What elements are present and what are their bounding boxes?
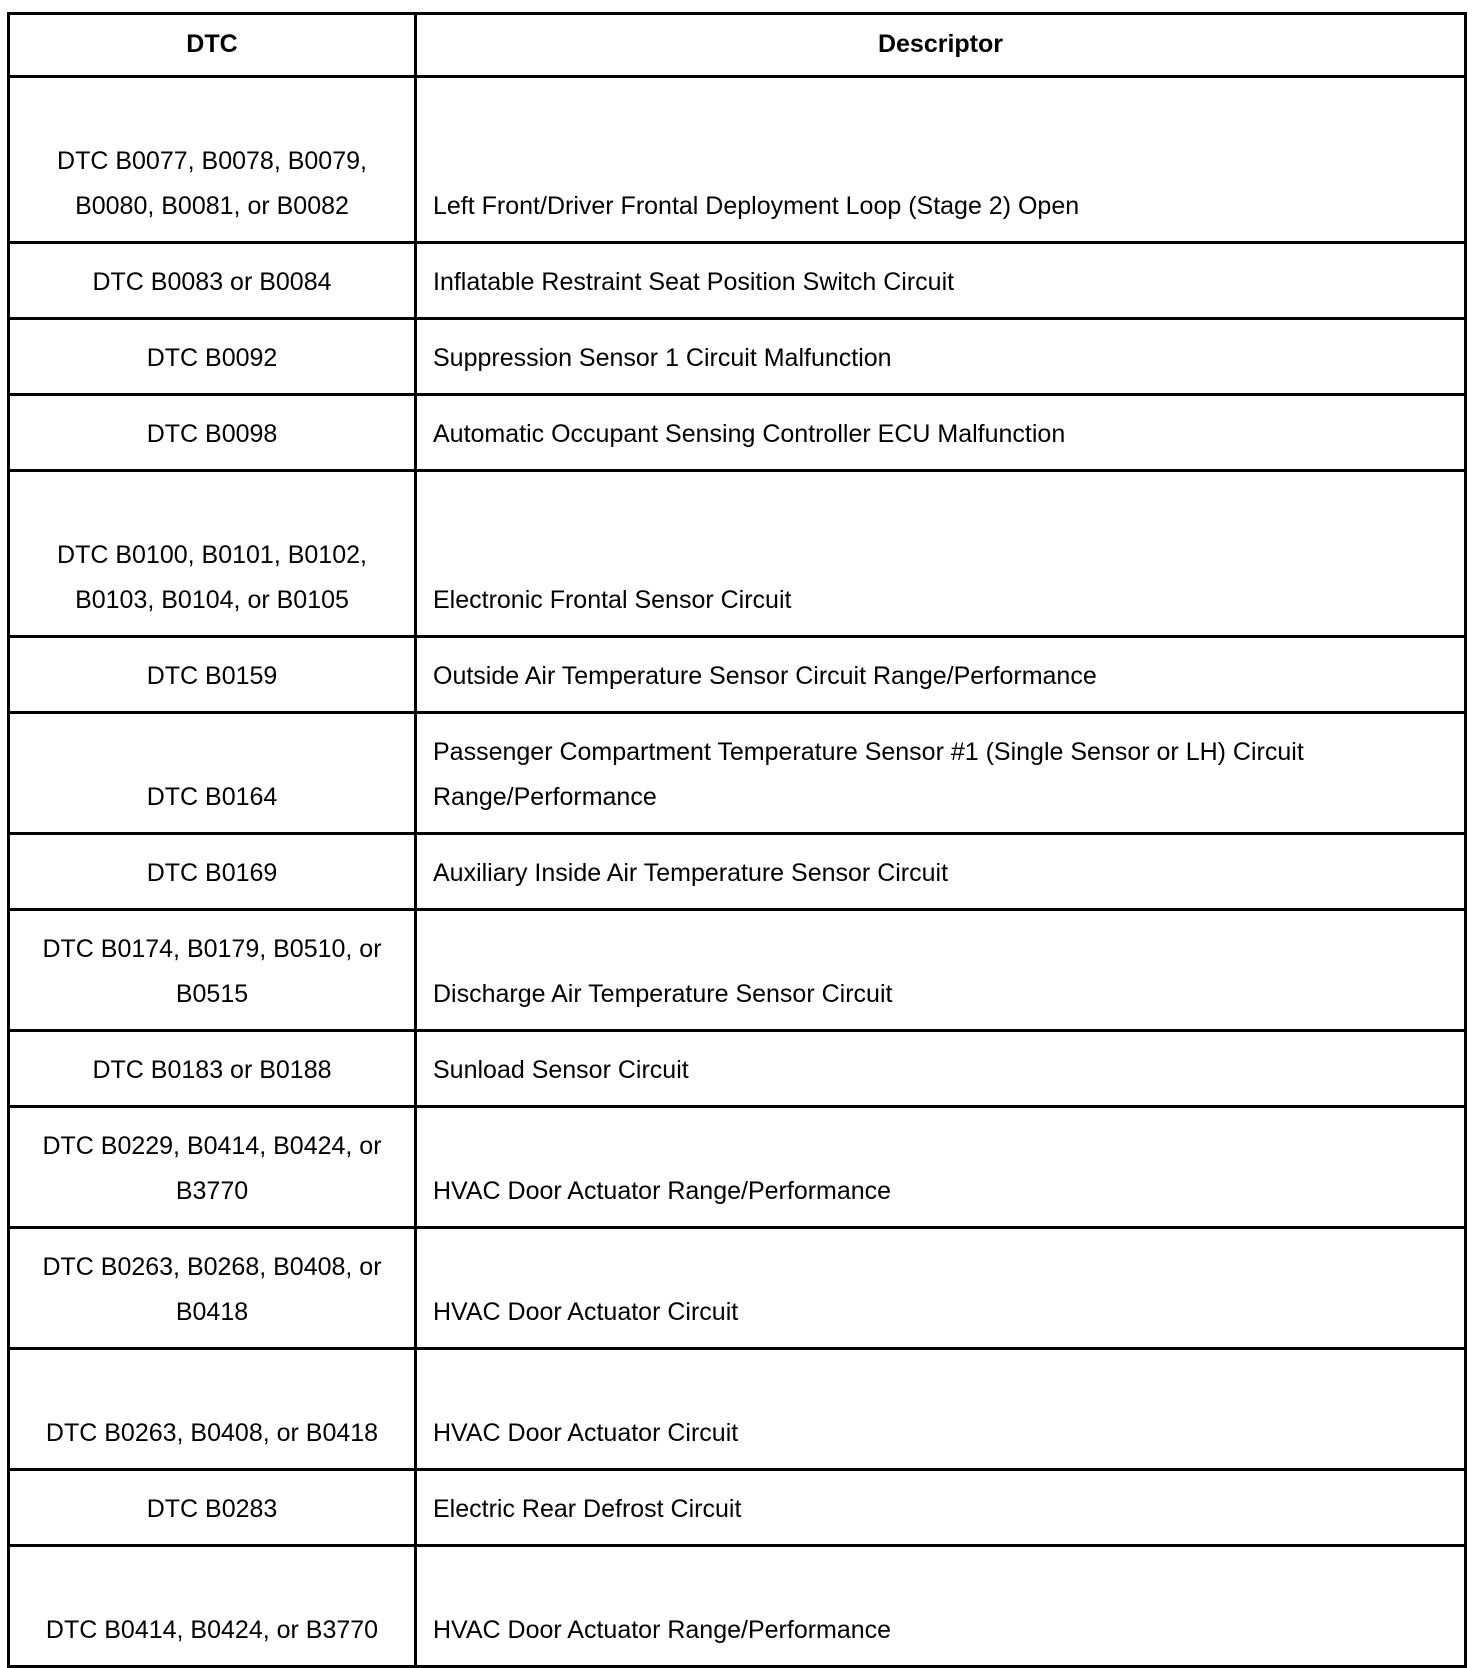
- descriptor-cell: Inflatable Restraint Seat Position Switch Circuit: [416, 243, 1466, 319]
- descriptor-cell: Electric Rear Defrost Circuit: [416, 1470, 1466, 1546]
- descriptor-cell: Automatic Occupant Sensing Controller ECU Malfunction: [416, 395, 1466, 471]
- descriptor-cell: Sunload Sensor Circuit: [416, 1031, 1466, 1107]
- dtc-descriptor-table: [7, 12, 1467, 1668]
- descriptor-cell: Passenger Compartment Temperature Sensor #1 (Single Sensor or LH) Circuit Range/Performance: [416, 713, 1466, 834]
- table-row: [9, 1228, 1466, 1349]
- descriptor-cell: Outside Air Temperature Sensor Circuit Range/Performance: [416, 637, 1466, 713]
- dtc-code-cell: DTC B0077, B0078, B0079, B0080, B0081, or B0082: [9, 77, 416, 243]
- dtc-code-cell: DTC B0169: [9, 834, 416, 910]
- dtc-code-cell: DTC B0263, B0268, B0408, or B0418: [9, 1228, 416, 1349]
- dtc-code-cell: DTC B0098: [9, 395, 416, 471]
- table-row: [9, 1031, 1466, 1107]
- dtc-code-cell: DTC B0229, B0414, B0424, or B3770: [9, 1107, 416, 1228]
- descriptor-column-header: Descriptor: [416, 14, 1466, 77]
- descriptor-cell: Electronic Frontal Sensor Circuit: [416, 471, 1466, 637]
- table-row: [9, 834, 1466, 910]
- dtc-code-cell: DTC B0100, B0101, B0102, B0103, B0104, or B0105: [9, 471, 416, 637]
- table-row: [9, 77, 1466, 243]
- table-row: [9, 395, 1466, 471]
- dtc-code-cell: DTC B0414, B0424, or B3770: [9, 1546, 416, 1667]
- table-row: [9, 471, 1466, 637]
- dtc-code-cell: DTC B0092: [9, 319, 416, 395]
- descriptor-cell: HVAC Door Actuator Circuit: [416, 1349, 1466, 1470]
- descriptor-cell: Auxiliary Inside Air Temperature Sensor Circuit: [416, 834, 1466, 910]
- descriptor-cell: Suppression Sensor 1 Circuit Malfunction: [416, 319, 1466, 395]
- table-row: [9, 243, 1466, 319]
- descriptor-cell: Discharge Air Temperature Sensor Circuit: [416, 910, 1466, 1031]
- dtc-code-cell: DTC B0174, B0179, B0510, or B0515: [9, 910, 416, 1031]
- dtc-code-cell: DTC B0159: [9, 637, 416, 713]
- table-row: [9, 1107, 1466, 1228]
- descriptor-cell: Left Front/Driver Frontal Deployment Loop (Stage 2) Open: [416, 77, 1466, 243]
- table-row: [9, 1470, 1466, 1546]
- table-row: [9, 1546, 1466, 1667]
- header-row: [9, 14, 1466, 77]
- descriptor-cell: HVAC Door Actuator Range/Performance: [416, 1107, 1466, 1228]
- table-row: [9, 713, 1466, 834]
- dtc-code-cell: DTC B0183 or B0188: [9, 1031, 416, 1107]
- descriptor-cell: HVAC Door Actuator Circuit: [416, 1228, 1466, 1349]
- descriptor-cell: HVAC Door Actuator Range/Performance: [416, 1546, 1466, 1667]
- dtc-code-cell: DTC B0083 or B0084: [9, 243, 416, 319]
- table-row: [9, 910, 1466, 1031]
- dtc-column-header: DTC: [9, 14, 416, 77]
- table-row: [9, 637, 1466, 713]
- table-row: [9, 1349, 1466, 1470]
- dtc-code-cell: DTC B0263, B0408, or B0418: [9, 1349, 416, 1470]
- table-row: [9, 319, 1466, 395]
- dtc-code-cell: DTC B0283: [9, 1470, 416, 1546]
- dtc-code-cell: DTC B0164: [9, 713, 416, 834]
